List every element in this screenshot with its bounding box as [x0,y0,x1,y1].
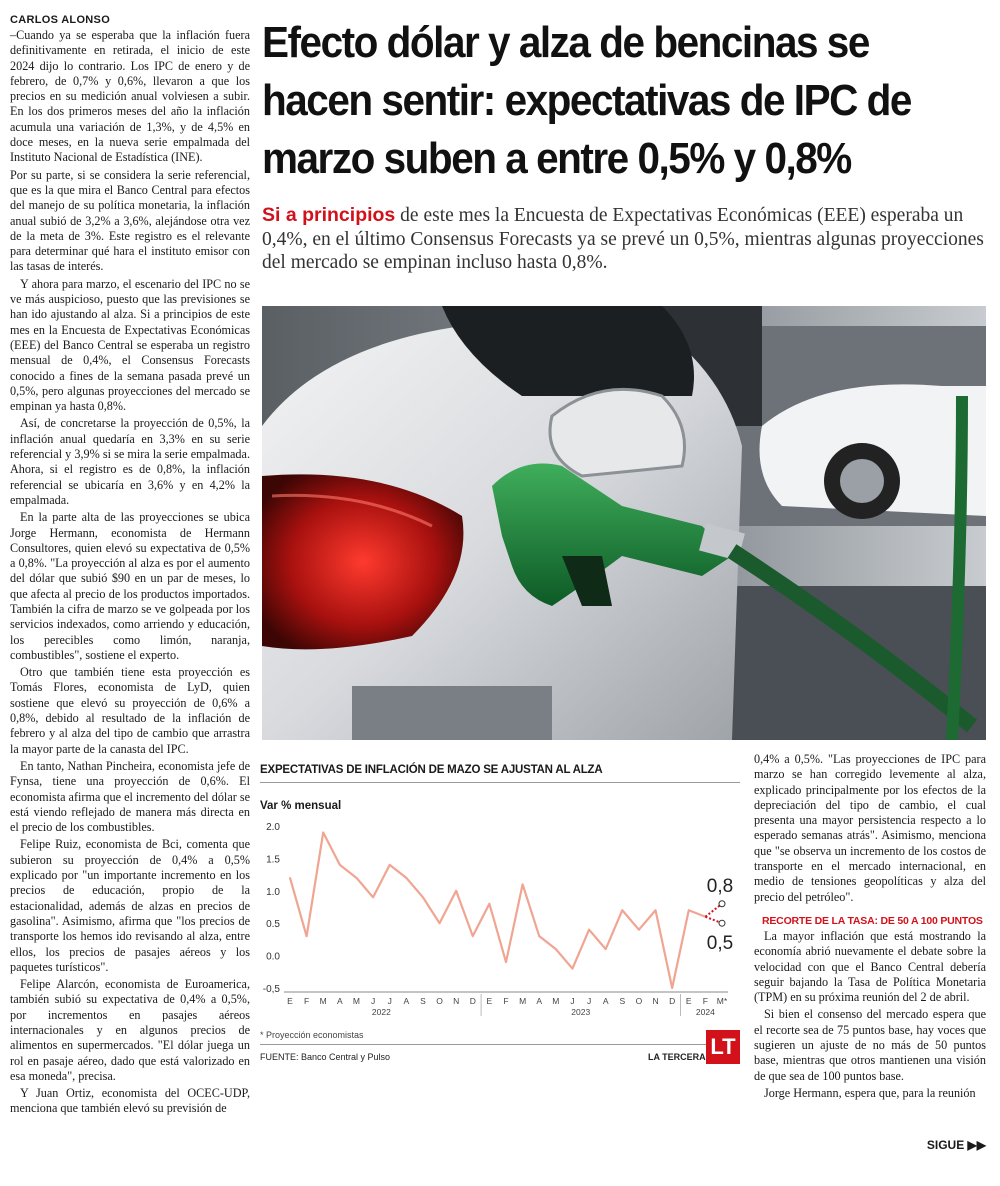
data-point [356,877,358,879]
y-tick-label: 0.5 [266,919,280,931]
data-point [372,896,374,898]
y-tick-label: 1.5 [266,854,280,866]
data-point [622,909,624,911]
la-tercera-logo: LT [706,1030,740,1064]
body-paragraph: La mayor inflación que está mostrando la economía abrió nuevamente el debate sobre la velocidad con que el Banco Central debería seguir bajando la Tasa de Política Monetaria (TPM) en su próxima reunión del 2 de abril. [754,928,986,1005]
data-point [522,884,524,886]
data-point [655,909,657,911]
inflation-chart [260,754,740,1072]
projection-point [719,920,725,926]
data-point [572,968,574,970]
x-tick-label: M [352,996,361,1006]
x-tick-label: J [570,996,575,1006]
y-tick-label: -0,5 [262,984,280,995]
x-tick-label: O [436,996,443,1006]
data-point [306,935,308,937]
x-tick-label: S [420,996,426,1006]
x-tick-label: A [403,996,410,1006]
data-point [505,961,507,963]
data-point [439,922,441,924]
data-point [472,935,474,937]
fuel-pump-illustration [262,306,986,740]
x-tick-label: E [486,996,493,1006]
data-point [638,929,640,931]
body-paragraph: Por su parte, si se considera la serie referencial, que es la que mira el Banco Central para efectos del manejo de su política monetaria, la inflación anual subió de 3,2% a 3,6%, alejándose otra vez de la meta de 3%. Este registro es el relevante para determinar qué hara el instituto emisor con las tasas de interés. [10,167,250,274]
body-paragraph: Si bien el consenso del mercado espera que el recorte sea de 75 puntos base, hay voces que sugieren un ajuste de no más de 50 puntos base, mientras que otros mantienen una visión de que sea de 100 puntos base. [754,1007,986,1083]
x-tick-label: M* [716,996,728,1006]
left-column [10,14,250,1119]
x-tick-label: M [552,996,560,1006]
x-tick-label: O [635,996,643,1006]
x-tick-label: A [602,996,609,1006]
data-point [688,909,690,911]
data-point [389,864,391,866]
x-tick-label: M [519,996,527,1006]
continue-link[interactable]: SIGUE ▶▶ [926,1138,986,1152]
projection-point [719,901,725,907]
x-tick-label: A [337,996,343,1006]
x-tick-label: M [319,996,327,1006]
deck [262,204,990,275]
data-point [322,832,324,834]
x-tick-label: S [619,996,626,1006]
data-point [489,903,491,905]
x-tick-label: N [652,996,659,1006]
chart-footnote: * Proyección economistas [260,1030,740,1045]
x-tick-label: D [469,996,476,1006]
data-point [588,929,590,931]
section-subhead: RECORTE DE LA TASA: DE 50 A 100 PUNTOS [762,914,983,927]
x-tick-label: J [387,996,392,1006]
x-tick-label: J [370,996,376,1006]
projection-label: 0,5 [706,933,734,955]
chart-source: FUENTE: Banco Central y Pulso [260,1052,391,1062]
data-point [339,864,341,866]
body-paragraph: Otro que también tiene esta proyección es Tomás Flores, economista de LyD, quien sostiene que elevó su proyección de 0,6% a 0,8%, debido al resultado de la inflación de febrero y al alza del tipo de cambio que arrastra la mayor parte de la canasta del IPC. [10,665,250,756]
chart-plot [260,816,740,1026]
body-paragraph: –Cuando ya se esperaba que la inflación fuera definitivamente en retirada, el inicio de este 2024 dijo lo contrario. Los IPC de enero y de febrero, de 0,7% y 0,6%, llevaron a que los precios en su medición anual volviesen a subir. En los dos primeros meses del año la inflación acumula una variación de 1,3%, y de 4,5% en doce meses, en la nueva serie empalmada del Instituto Nacional de Estadística (INE). [10,28,250,165]
x-tick-label: F [503,996,509,1006]
headline: Efecto dólar y alza de bencinas se hacen sentir: expectativas de IPC de marzo suben a entre 0,5% y 0,8% [262,18,911,183]
x-tick-label: N [453,996,460,1006]
x-year-label: 2023 [571,1007,591,1017]
x-tick-label: D [669,996,676,1006]
x-tick-label: F [702,996,708,1006]
body-paragraph: Y Juan Ortiz, economista del OCEC-UDP, menciona que también elevó su previsión de [10,1086,250,1116]
data-point [671,987,673,989]
x-tick-label: E [287,996,293,1006]
x-tick-label: A [536,996,543,1006]
x-year-label: 2024 [695,1007,715,1017]
x-year-label: 2022 [371,1007,391,1017]
chart-title: EXPECTATIVAS DE INFLACIÓN DE MAZO SE AJUSTAN AL ALZA [260,754,740,783]
data-point [422,896,424,898]
y-tick-label: 1.0 [266,886,280,898]
body-paragraph: Felipe Alarcón, economista de Euroamerica, también subió su expectativa de 0,4% a 0,5%, por incrementos en pasajes aéreos internacionales y en algunos precios de alimentos en supermercados. "El dólar juega un rol en pasaje aéreo, dado que está valorizado en esa moneda", precisa. [10,977,250,1083]
deck-lead: Si a principios [262,204,396,226]
byline: CARLOS ALONSO [10,14,111,26]
y-tick-label: 0.0 [266,951,280,963]
deck-text: de este mes la Encuesta de Expectativas Económicas (EEE) esperaba un 0,4%, en el último Consensus Forecasts ya se prevé un 0,5%, mientras algunas proyecciones del mercado se empinan incluso hasta 0,8%. [262,205,984,273]
y-tick-label: 2.0 [266,822,280,833]
data-point [605,948,607,950]
chart-y-axis-label: Var % mensual [260,800,342,812]
data-point [538,935,540,937]
x-tick-label: E [685,996,692,1006]
chart-brand: LA TERCERA [648,1052,706,1062]
body-paragraph: Jorge Hermann, espera que, para la reunión [764,1085,976,1100]
body-paragraph: 0,4% a 0,5%. "Las proyecciones de IPC para marzo se han corregido levemente al alza, explicado principalmente por los efectos de la depreciación del tipo de cambio, el cual presenta una mayor persistencia respecto a lo esperado semanas atrás". Asimismo, menciona que "se observa un incremento de los costos de transporte en el mercado internacional, en medio de tensiones geopolíticas y alza del precio del petróleo". [754,752,986,904]
body-paragraph: Y ahora para marzo, el escenario del IPC no se ve más auspicioso, puesto que las previsiones se han ido ajustando al alza. Si a principios de este mes en la Encuesta de Expectativas Económicas (EEE) del Banco Central se esperaba un registro mensual de 0,4%, el Consensus Forecasts conocido a fines de la semana pasada prevé un 0,5%, pero algunas proyecciones del mercado se empinan ya hasta 0,8%. [10,276,250,414]
series-line [290,832,705,988]
data-point [455,890,457,892]
body-paragraph: Felipe Ruiz, economista de Bci, comenta que subieron su proyección de 0,4% a 0,5% explicado por "un importante incremento en los precios de educación, propio de la estacionalidad, además de alzas en precios de gasolina". Asimismo, afirma que "los precios de transporte los hemos ido revisando al alza, entre ellos, los precios de pasajes aéreos y los paquetes turísticos". [10,837,250,974]
projection-label: 0,8 [706,875,734,897]
x-tick-label: J [586,996,592,1006]
fuel-pump-photo [262,306,986,740]
body-paragraph: En tanto, Nathan Pincheira, economista jefe de Fynsa, tiene una proyección de 0,6%. El economista afirma que el incremento del dólar se está viendo reflejado de manera más directa en el precio de los combustibles. [10,758,250,835]
x-tick-label: F [304,996,310,1006]
data-point [406,877,408,879]
body-paragraph: En la parte alta de las proyecciones se ubica Jorge Hermann, economista de Hermann Consultores, quien elevó su expectativa de 0,5% a 0,8%. "La proyección al alza es por el aumento del dólar que subió $90 en un par de meses, lo que afecta al precio de los productos importados. También la cifra de marzo se ve golpeada por los servicios indexados, como arriendo y educación, los perecibles como limón, naranja, combustibles", sostiene el experto. [10,510,250,662]
data-point [289,877,291,879]
data-point [555,948,557,950]
right-column [754,752,986,1103]
body-paragraph: Así, de concretarse la proyección de 0,5%, la inflación anual quedaría en 3,3% en su serie referencial y 3,9% si se mira la serie empalmada. Ahora, si el registro es de 0,8%, la inflación referencial se ubicaría en 3,6% y en 4,2% la empalmada. [10,416,250,507]
